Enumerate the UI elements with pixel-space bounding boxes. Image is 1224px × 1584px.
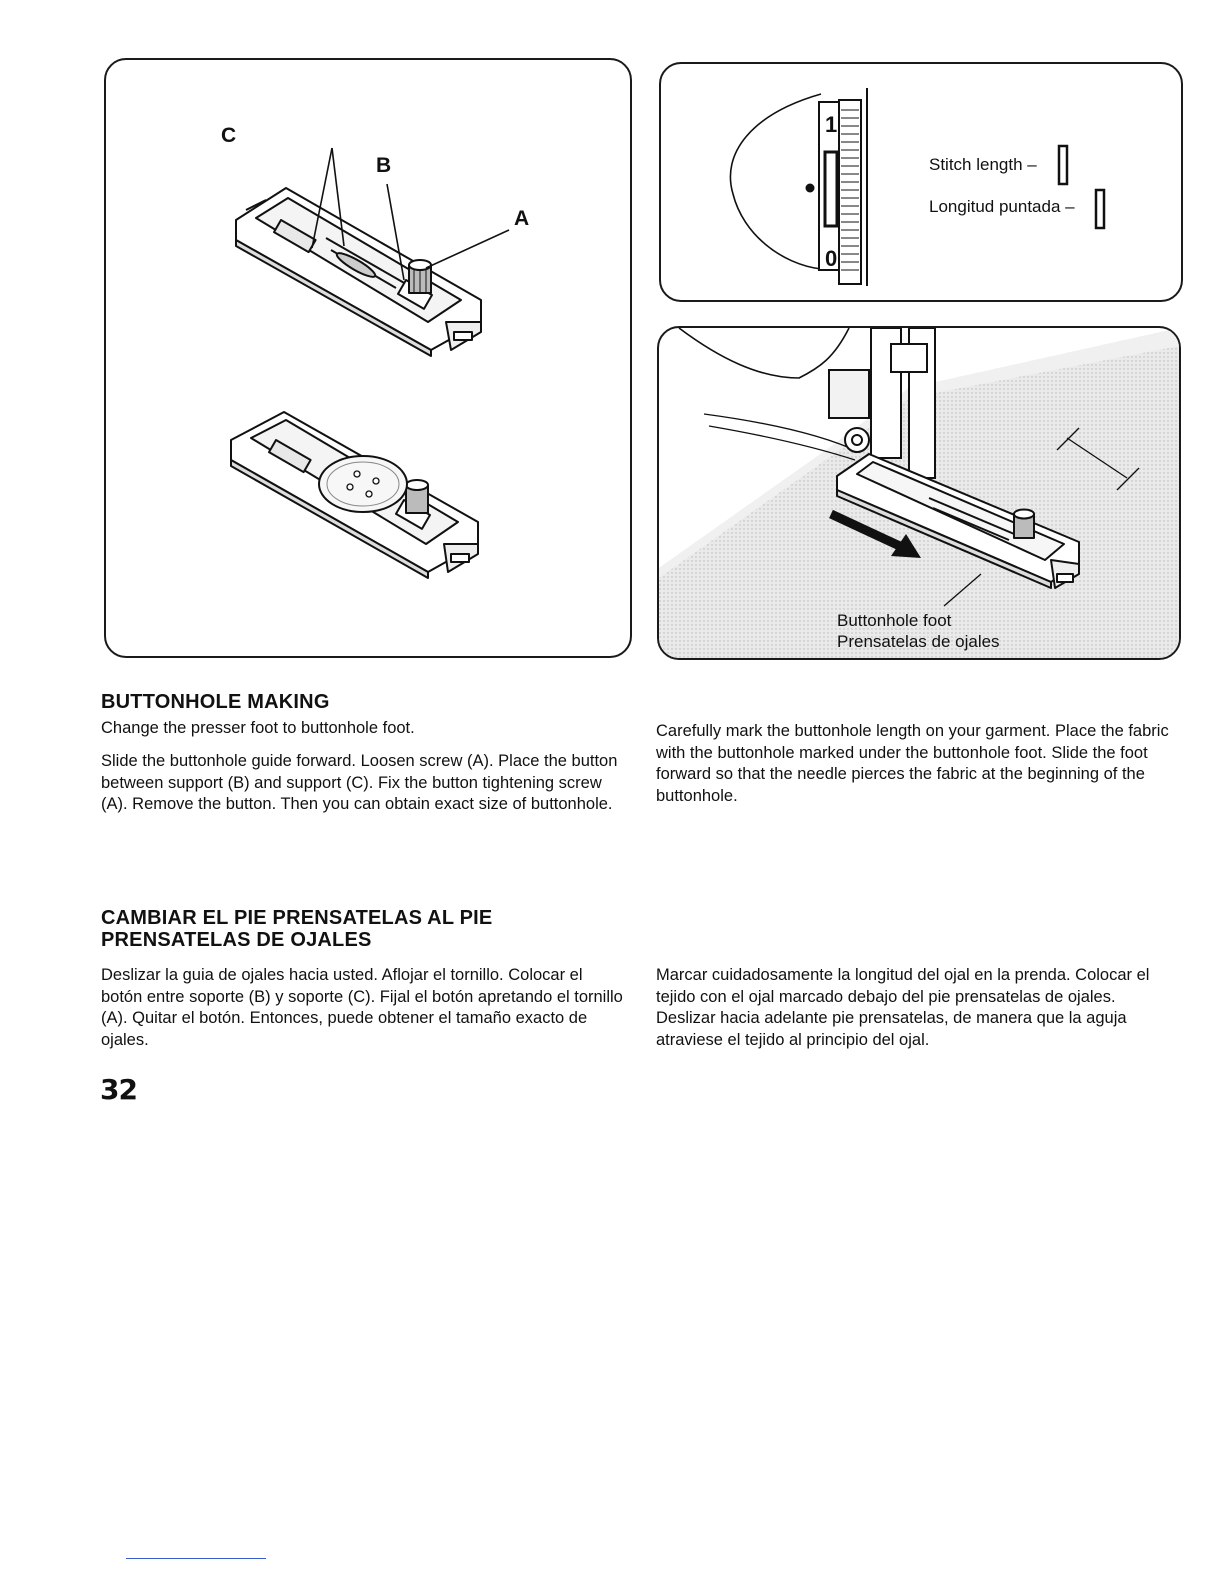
para-change-presser-foot: Change the presser foot to buttonhole foot.	[101, 719, 415, 737]
callout-b: B	[376, 154, 392, 177]
footer-rule	[126, 1558, 266, 1559]
dial-knurl	[839, 100, 861, 284]
buttonhole-foot-top	[236, 188, 481, 356]
buttonhole-foot-illustration	[106, 60, 630, 656]
foot-caption	[837, 610, 1000, 652]
para-slide-guide: Slide the buttonhole guide forward. Loosen screw (A). Place the button between support (B) and support (C). Fix the button tightening screw (A). Remove the button. Then you can obtain exact size of buttonhole.	[101, 752, 618, 813]
para-deslizar-guia: Deslizar la guia de ojales hacia usted. Aflojar el tornillo. Colocar el botón entre soporte (B) y soporte (C). Fijal el botón apretando el tornillo (A). Quitar el botón. Entonces, puede obtener el tamaño exacto de ojales.	[101, 966, 623, 1049]
page-number: 32	[100, 1073, 137, 1106]
foot-caption-en: Buttonhole foot	[837, 611, 952, 630]
callout-a: A	[514, 207, 530, 230]
foot-caption-es: Prensatelas de ojales	[837, 632, 1000, 651]
buttonhole-stitch-symbol	[825, 152, 837, 226]
longitud-puntada-label: Longitud puntada –	[929, 197, 1075, 216]
para-mark-buttonhole: Carefully mark the buttonhole length on your garment. Place the fabric with the buttonhole marked under the buttonhole foot. Slide the foot forward so that the needle pierces the fabric at the beginning of the buttonhole.	[656, 722, 1169, 805]
heading-buttonhole-making: BUTTONHOLE MAKING	[101, 691, 330, 713]
dial-number-1: 1	[825, 112, 838, 137]
callout-c: C	[221, 124, 237, 147]
buttonhole-foot-fabric-illustration	[659, 328, 1179, 658]
para-marcar-longitud: Marcar cuidadosamente la longitud del ojal en la prenda. Colocar el tejido con el ojal marcado debajo del pie prensatelas de ojales. Deslizar hacia adelante pie prensatelas, de manera que la aguja atraviese el tejido al principio del ojal.	[656, 966, 1150, 1049]
figure-buttonhole-foot-on-fabric	[657, 326, 1181, 660]
stitch-length-label: Stitch length –	[929, 155, 1037, 174]
stitch-length-dial-illustration	[661, 64, 1181, 300]
button-icon	[319, 456, 407, 512]
stitch-length-symbol	[1059, 146, 1067, 184]
dial-indicator-dot	[806, 184, 815, 193]
heading-cambiar-prensatelas: CAMBIAR EL PIE PRENSATELAS AL PIE PRENSATELAS DE OJALES	[101, 907, 493, 951]
figure-stitch-length-dial	[659, 62, 1183, 302]
dial-number-0: 0	[825, 246, 838, 271]
figure-buttonhole-foot-parts	[104, 58, 632, 658]
longitud-puntada-symbol	[1096, 190, 1104, 228]
